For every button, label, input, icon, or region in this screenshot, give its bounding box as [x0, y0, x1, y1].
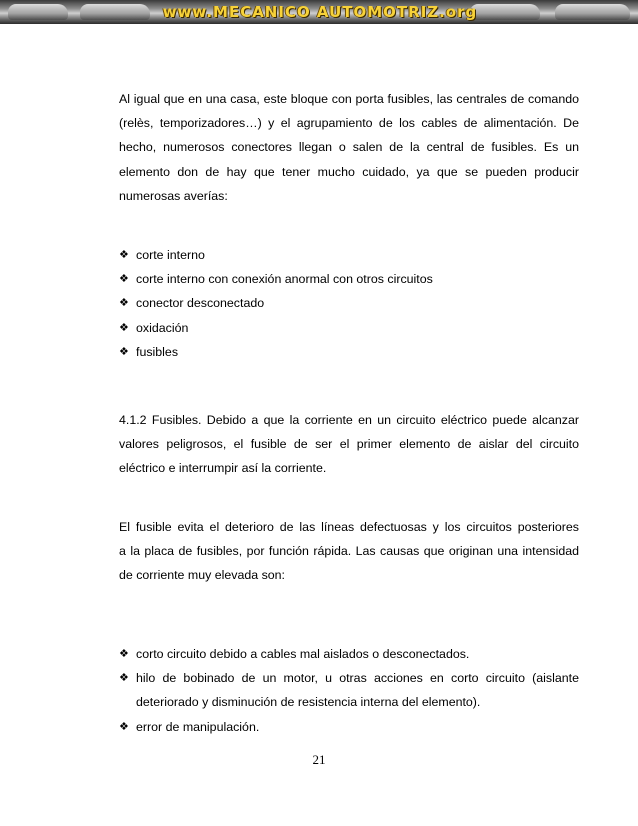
diamond-bullet-icon: ❖	[119, 297, 129, 310]
list-item	[119, 340, 579, 364]
list-item-text: oxidación	[136, 320, 189, 335]
causes-list	[119, 642, 579, 739]
diamond-bullet-icon: ❖	[119, 321, 129, 334]
list-item-text: hilo de bobinado de un motor, u otras acciones en corto circuito (aislante	[136, 671, 579, 686]
diamond-bullet-icon: ❖	[119, 249, 129, 261]
text-line: hecho, numerosos conectores llegan o salen de la central de fusibles. Es un	[119, 140, 579, 155]
list-item-text: fusibles	[136, 344, 179, 359]
page-number: 21	[312, 752, 326, 767]
diamond-bullet-icon: ❖	[119, 672, 129, 685]
car-image	[470, 4, 540, 20]
list-item-text: error de manipulación.	[136, 719, 260, 734]
site-banner	[0, 0, 638, 24]
text-line: 4.1.2 Fusibles. Debido a que la corriente en un circuito eléctrico puede alcanzar	[119, 413, 579, 427]
diamond-bullet-icon: ❖	[119, 345, 129, 358]
text-line: numerosas averías:	[119, 188, 228, 203]
diamond-bullet-icon: ❖	[119, 720, 129, 733]
text-line: elemento don de hay que tener mucho cuidado, ya que se pueden producir	[119, 164, 579, 179]
diamond-bullet-icon: ❖	[119, 273, 129, 286]
text-line: El fusible evita el deterioro de las líneas defectuosas y los circuitos posteriores	[119, 520, 579, 534]
list-item	[119, 243, 579, 267]
car-image	[555, 4, 630, 20]
list-item	[119, 666, 579, 714]
list-item	[119, 715, 579, 739]
list-item	[119, 316, 579, 340]
paragraph-intro	[119, 87, 579, 208]
diamond-bullet-icon: ❖	[119, 648, 129, 660]
paragraph-fusibles	[119, 408, 579, 481]
text-line: eléctrico e interrumpir así la corriente.	[119, 461, 327, 476]
text-line: Al igual que en una casa, este bloque con porta fusibles, las centrales de comando	[119, 92, 579, 106]
list-item-text: conector desconectado	[136, 296, 265, 311]
failure-list	[119, 243, 579, 364]
list-item	[119, 642, 579, 666]
list-item	[119, 267, 579, 291]
list-item	[119, 291, 579, 315]
list-item-text: deteriorado y disminución de resistencia interna del elemento).	[136, 695, 481, 710]
list-item-text: corto circuito debido a cables mal aislados o desconectados.	[136, 647, 470, 661]
text-line: valores peligrosos, el fusible de ser el primer elemento de aislar del circuito	[119, 437, 579, 452]
paragraph-fusible-function	[119, 515, 579, 588]
text-line: (relès, temporizadores…) y el agrupamiento de los cables de alimentación. De	[119, 116, 579, 131]
car-image	[80, 4, 150, 20]
site-logo: www.MECANICO AUTOMOTRIZ.org	[162, 3, 478, 21]
text-line: de corriente muy elevada son:	[119, 568, 285, 583]
text-line: a la placa de fusibles, por función rápida. Las causas que originan una intensidad	[119, 544, 579, 559]
car-image	[8, 4, 68, 20]
list-item-text: corte interno con conexión anormal con otros circuitos	[136, 272, 433, 287]
list-item-text: corte interno	[136, 248, 205, 262]
